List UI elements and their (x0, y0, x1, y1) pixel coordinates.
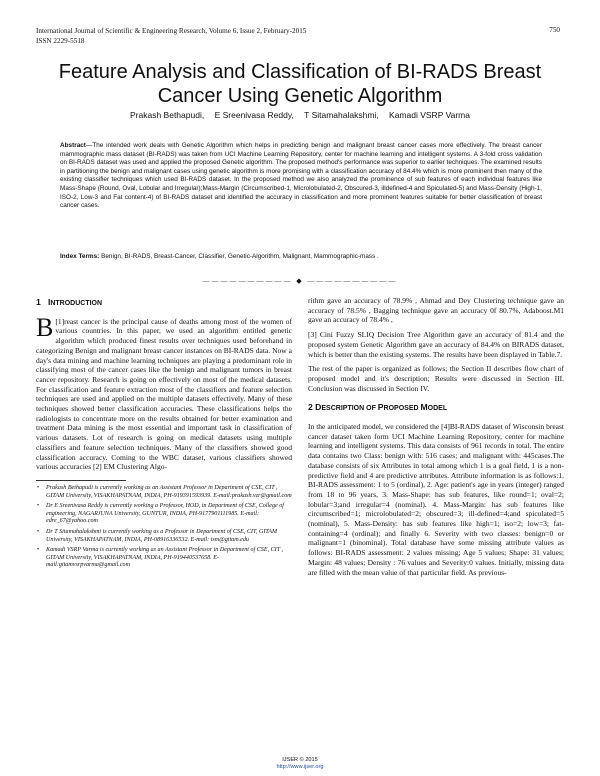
section-number: 2 (308, 402, 313, 413)
page-number: 750 (549, 26, 560, 34)
copyright: IJSER © 2015 (282, 757, 318, 763)
index-terms (60, 253, 542, 262)
section-title-initial: I (47, 297, 51, 307)
section-separator: —————————— ◆ —————————— (202, 277, 398, 285)
author-name: Kamadi VSRP Varma (389, 110, 470, 120)
section-heading-introduction (36, 298, 292, 309)
left-column (36, 296, 292, 573)
section-title-initial: M (420, 402, 428, 413)
drop-cap: B (36, 312, 54, 342)
section-title-rest: ODEL (427, 405, 448, 413)
footnote-rule (36, 480, 126, 481)
section-title-rest: ROPOSED (383, 405, 421, 413)
right-column (308, 296, 564, 582)
abstract (60, 142, 542, 211)
paper-title: Feature Analysis and Classification of BI-RADS Breast Cancer Using Genetic Algorithm (58, 61, 542, 107)
author-name: T Sitamahalakshmi, (304, 110, 379, 120)
footnote-author-1: • Prakash Bethapudi is currently working as an Assistant Professor in Department of CSE, CIT , GITAM University, VISAKHAPATNAM, INDIA, PH-919391593939. E-mail:prakash.vzr@gmail.com (36, 485, 292, 500)
abstract-text: —The intended work deals with Genetic Algorithm which helps in predicting benign and malignant breast cancer cases more effectively. The breast cancer mammographic mass dataset (BI-RADS) was taken from UCI Machine Learning Repository, center for machine learning and intelligent systems. A 3-fold cross validation on BI-RADS dataset was used and applied the proposed Genetic algorithm. The proposed method's performance was superior to earlier techniques. The examined results in partitioning the benign and malignant cases using genetic algorithm is more promising with a classification accuracy of 84.4% which is more prominent then many of the existing classifier techniques which used BI-RADS dataset. In the proposed method we also analyzed the prominence of sub features of each individual features like Mass-Shape (Round, Oval, Lobular and Irregular);Mass-Margin (Circumscribed-1, Microlobulated-2, Obscured-3, illdefined-4 and Spiculated-5) and Mass-Density (High-1, ISO-2, Low-3 and Fat content-4) of BI-RADS dataset and identified the accuracy in classification and more prominent features suitable for better classification of breast cancer cases. (60, 142, 542, 210)
section-number: 1 (36, 297, 41, 307)
section-heading-proposed-model (308, 403, 564, 414)
index-terms-text: Benign, BI-RADS, Breast-Cancer, Classifier, Genetic-Algorithm, Malignant, Mammographic-mass . (99, 253, 379, 260)
journal-url-link[interactable]: http://www.ijser.org (276, 763, 324, 770)
running-header (36, 26, 306, 46)
journal-line: International Journal of Scientific & Engineering Research, Volume 6, Issue 2, February-2015 (36, 27, 307, 35)
footnote-author-2: • Dr E Sreenivasa Reddy is currently working a Professor, HOD, in Department of CSE, College of engineering, NAGARJUNA University, GUNTUR, INDIA, PH-9177901111985. E-mail: edre_67@yahoo.com (36, 503, 292, 526)
section-title-rest: ESCRIPTION OF (321, 405, 378, 413)
intro-paragraph-2: [3] Cini Fuzzy SLIQ Decision Tree Algorithm gave an accuracy of 81.4 and the proposed system Genetic Algorithm gave an accuracy of 84.4% on BIRADS dataset, which is better than the existing systems. The results have been displayed in Table.7. (308, 330, 564, 359)
author-list (30, 110, 570, 120)
author-name: Prakash Bethapudi, (130, 110, 205, 120)
footnote-author-3: • Dr T Sitamahalakshmi is currently working as a Professor in Department of CSE, CIT, GITAM University, VISAKHAPATNAM, INDIA, PH-08916336532. E-mail: tsm@gitam.edu (36, 529, 292, 544)
intro-paragraph-3: The rest of the paper is organized as follows; the Section II describes flow chart of proposed model and it's description; Results were discussed in Section III. Conclusion was discussed in Section IV. (308, 364, 564, 393)
issn: ISSN 2229-5518 (36, 37, 85, 45)
section-title-initial: D (315, 402, 322, 413)
author-name: E Sreenivasa Reddy, (214, 110, 294, 120)
intro-continuation: rithm gave an accuracy of 78.9% , Ahmad and Dey Clustering technique gave an accuracy of 78.5% , Bagging technique gave an accuracy 0f 80.7%, Adaboost.M1 gave an accuracy of 78.4% , (308, 296, 564, 325)
proposed-model-paragraph: In the anticipated model, we considered the [4]BI-RADS dataset of Wisconsin breast cancer dataset taken form UCI Machine Learning Repository, center for machine learning and intelligent systems. This data consists of 961 records in total. The entire data contains two Class: benign with: 516 cases; and malignant with: 445cases.The database consists of six Attributes in total among which 1 is a goal field, 1 is a non-predictive field and 4 are predictive attributes. Attribute information is as follows:1. BI-RADS assessment: 1 to 5 (ordinal), 2. Age: patient's age in years (integer) ranged from 18 to 96 years, 3. Mass-Shape: has sub features, like round=1; oval=2; lobular=3;and irregular=4 (nominal). 4. Mass-Margin: has sub features like circumscribed=1; microlobulated=2; obscured=3; ill-defined=4;and spiculated=5 (nominal), 5. Mass-Density: has sub features like high=1; iso=2; low=3; fat-containing=4 (ordinal); and finally 6. Severity with two classes: benign=0 or malignant=1 (binominal). Total database have some missing attribute values as follows: BI-RADS assessment: 2 values missing; Age 5 values; Shape: 31 values; Margin: 48 values; Density : 76 values and Severity:0 values. Initially, missing data are filled with the mean value of that particular field. As previous- (308, 422, 564, 577)
section-title-initial: P (377, 402, 384, 413)
footnote-author-4: • Kamadi VSRP Varma is currently working as an Assistant Professor in Department of CSE, CIT , GITAM University, VISAKHAPATNAM, INDIA, PH-919440537658. E-mail:gitamvsrpvarma@gmail.com (36, 547, 292, 570)
section-title-rest: NTRODUCTION (50, 300, 103, 307)
index-terms-label: Index Terms: (60, 253, 100, 260)
intro-paragraph (36, 312, 292, 472)
abstract-label: Abstract (60, 142, 86, 149)
intro-text: [1]reast cancer is the principal cause of deaths among most of the women of various countries. In this paper, we used an algorithm entitled genetic algorithm which produced finest results over techniques used beforehand in categorizing Benign and malignant breast cancer instances on BI-RADS data. Now a day's data mining and machine learning techniques are playing a predominant role in classifying most of the cancer cases like the benign and malignant tumors in breast cancer repository. Research is going on effectively on most of the medical datasets. For classification and feature extraction most of the classifiers and feature selection techniques are used and applied on the multiple datasets effectively. Many of these techniques showed better classification accuracies. These classifications helps the radiologists to concentrate more on the results obtained for better examination and treatment Data mining is the most essential and important task in classification of various datasets. Lot of research is going on medical datasets using multiple classifiers and feature selection techniques. Many of the classifiers showed good classification accuracy. Coming to the WBC dataset, various classifiers showed various accuracies [2] EM Clustering Algo- (36, 316, 292, 472)
page-footer (0, 757, 600, 770)
